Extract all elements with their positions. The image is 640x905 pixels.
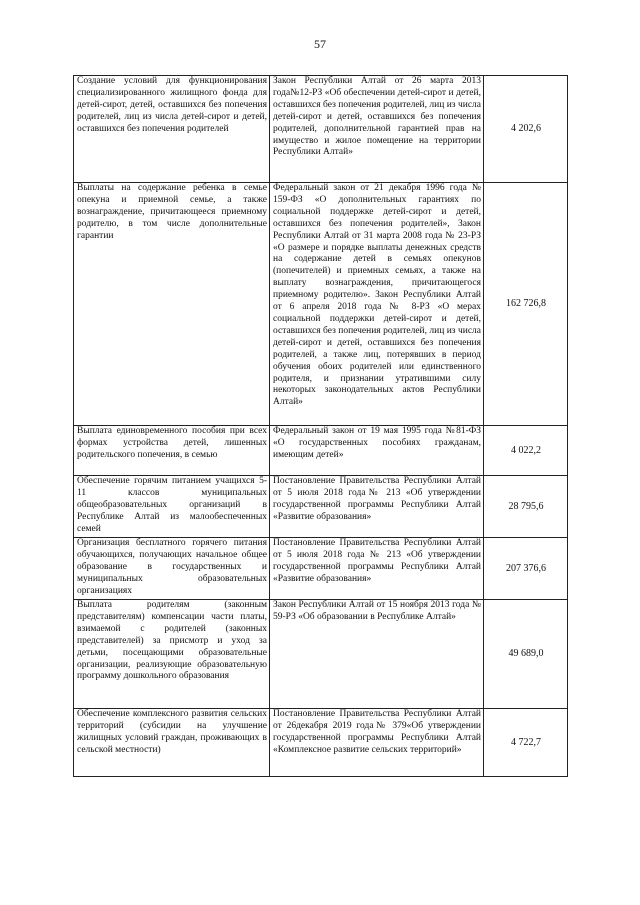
- row-legal-basis: Закон Республики Алтай от 26 марта 2013 года№12-РЗ «Об обеспечении детей-сирот и детей, оставшихся без попечения родителей, лиц из числа детей-сирот и детей, оставшихся без попечения родителей, дополнительной гарантией прав на имущество и жилое помещение на территории Республики Алтай»: [270, 76, 484, 183]
- table-row: [74, 600, 568, 709]
- row-description: Создание условий для функционирования специализированного жилищного фонда для детей-сирот, детей, оставшихся без попечения родителей, лиц из числа детей-сирот и детей, оставшихся без попечения родителей: [74, 76, 270, 183]
- row-amount: 28 795,6: [484, 476, 568, 538]
- row-legal-basis: Федеральный закон от 19 мая 1995 года №81-ФЗ «О государственных пособиях гражданам, имеющим детей»: [270, 426, 484, 476]
- row-description: Обеспечение комплексного развития сельских территорий (субсидии на улучшение жилищных условий граждан, проживающих в сельской местности): [74, 709, 270, 777]
- table-row: [74, 709, 568, 777]
- table-row: [74, 76, 568, 183]
- budget-table: [73, 75, 568, 777]
- row-legal-basis: Постановление Правительства Республики Алтай от 26декабря 2019 года№ 379«Об утверждении государственной программы Республики Алтай «Комплексное развитие сельских территорий»: [270, 709, 484, 777]
- row-amount: 162 726,8: [484, 183, 568, 426]
- row-legal-basis: Федеральный закон от 21 декабря 1996 года № 159-ФЗ «О дополнительных гарантиях по социальной поддержке детей-сирот и детей, оставшихся без попечения родителей», Закон Республики Алтай от 31 марта 2008 года № 23-РЗ «О размере и порядке выплаты денежных средств на содержание детей в семьях опекунов (попечителей) и приемных семьях, а также на выплату вознаграждения, причитающегося приемному родителю». Закон Республики Алтай от 6 апреля 2018 года № 8-РЗ «О мерах социальной поддержки детей-сирот и детей, оставшихся без попечения родителей, лиц из числа детей-сирот и детей, оставшихся без попечения родителей, а также лиц, потерявших в период обучения обоих родителей или единственного родителя, и признании утратившими силу некоторых законодательных актов Республики Алтай»: [270, 183, 484, 426]
- row-legal-basis: Закон Республики Алтай от 15 ноября 2013 года № 59-РЗ «Об образовании в Республике Алтай»: [270, 600, 484, 709]
- table-row: [74, 183, 568, 426]
- row-amount: 4 022,2: [484, 426, 568, 476]
- row-description: Организация бесплатного горячего питания обучающихся, получающих начальное общее образование в государственных и муниципальных образовательных организациях: [74, 538, 270, 600]
- row-description: Выплата единовременного пособия при всех формах устройства детей, лишенных родительского попечения, в семью: [74, 426, 270, 476]
- row-amount: 49 689,0: [484, 600, 568, 709]
- row-description: Выплата родителям (законным представителям) компенсации части платы, взимаемой с родителей (законных представителей) за присмотр и уход за детьми, посещающими образовательные организации, реализующие образовательную программу дошкольного образования: [74, 600, 270, 709]
- row-description: Обеспечение горячим питанием учащихся 5-11 классов муниципальных общеобразовательных организаций в Республике Алтай из малообеспеченных семей: [74, 476, 270, 538]
- row-description: Выплаты на содержание ребенка в семье опекуна и приемной семье, а также вознаграждение, причитающееся приемному родителю, в том числе дополнительные гарантии: [74, 183, 270, 426]
- row-amount: 4 202,6: [484, 76, 568, 183]
- table-row: [74, 538, 568, 600]
- row-legal-basis: Постановление Правительства Республики Алтай от 5 июля 2018 года№ 213 «Об утверждении государственной программы Республики Алтай «Развитие образования»: [270, 476, 484, 538]
- row-amount: 4 722,7: [484, 709, 568, 777]
- table-row: [74, 426, 568, 476]
- row-amount: 207 376,6: [484, 538, 568, 600]
- row-legal-basis: Постановление Правительства Республики Алтай от 5 июля 2018 года № 213 «Об утверждении государственной программы Республики Алтай «Развитие образования»: [270, 538, 484, 600]
- table-row: [74, 476, 568, 538]
- page-number: 57: [314, 37, 326, 51]
